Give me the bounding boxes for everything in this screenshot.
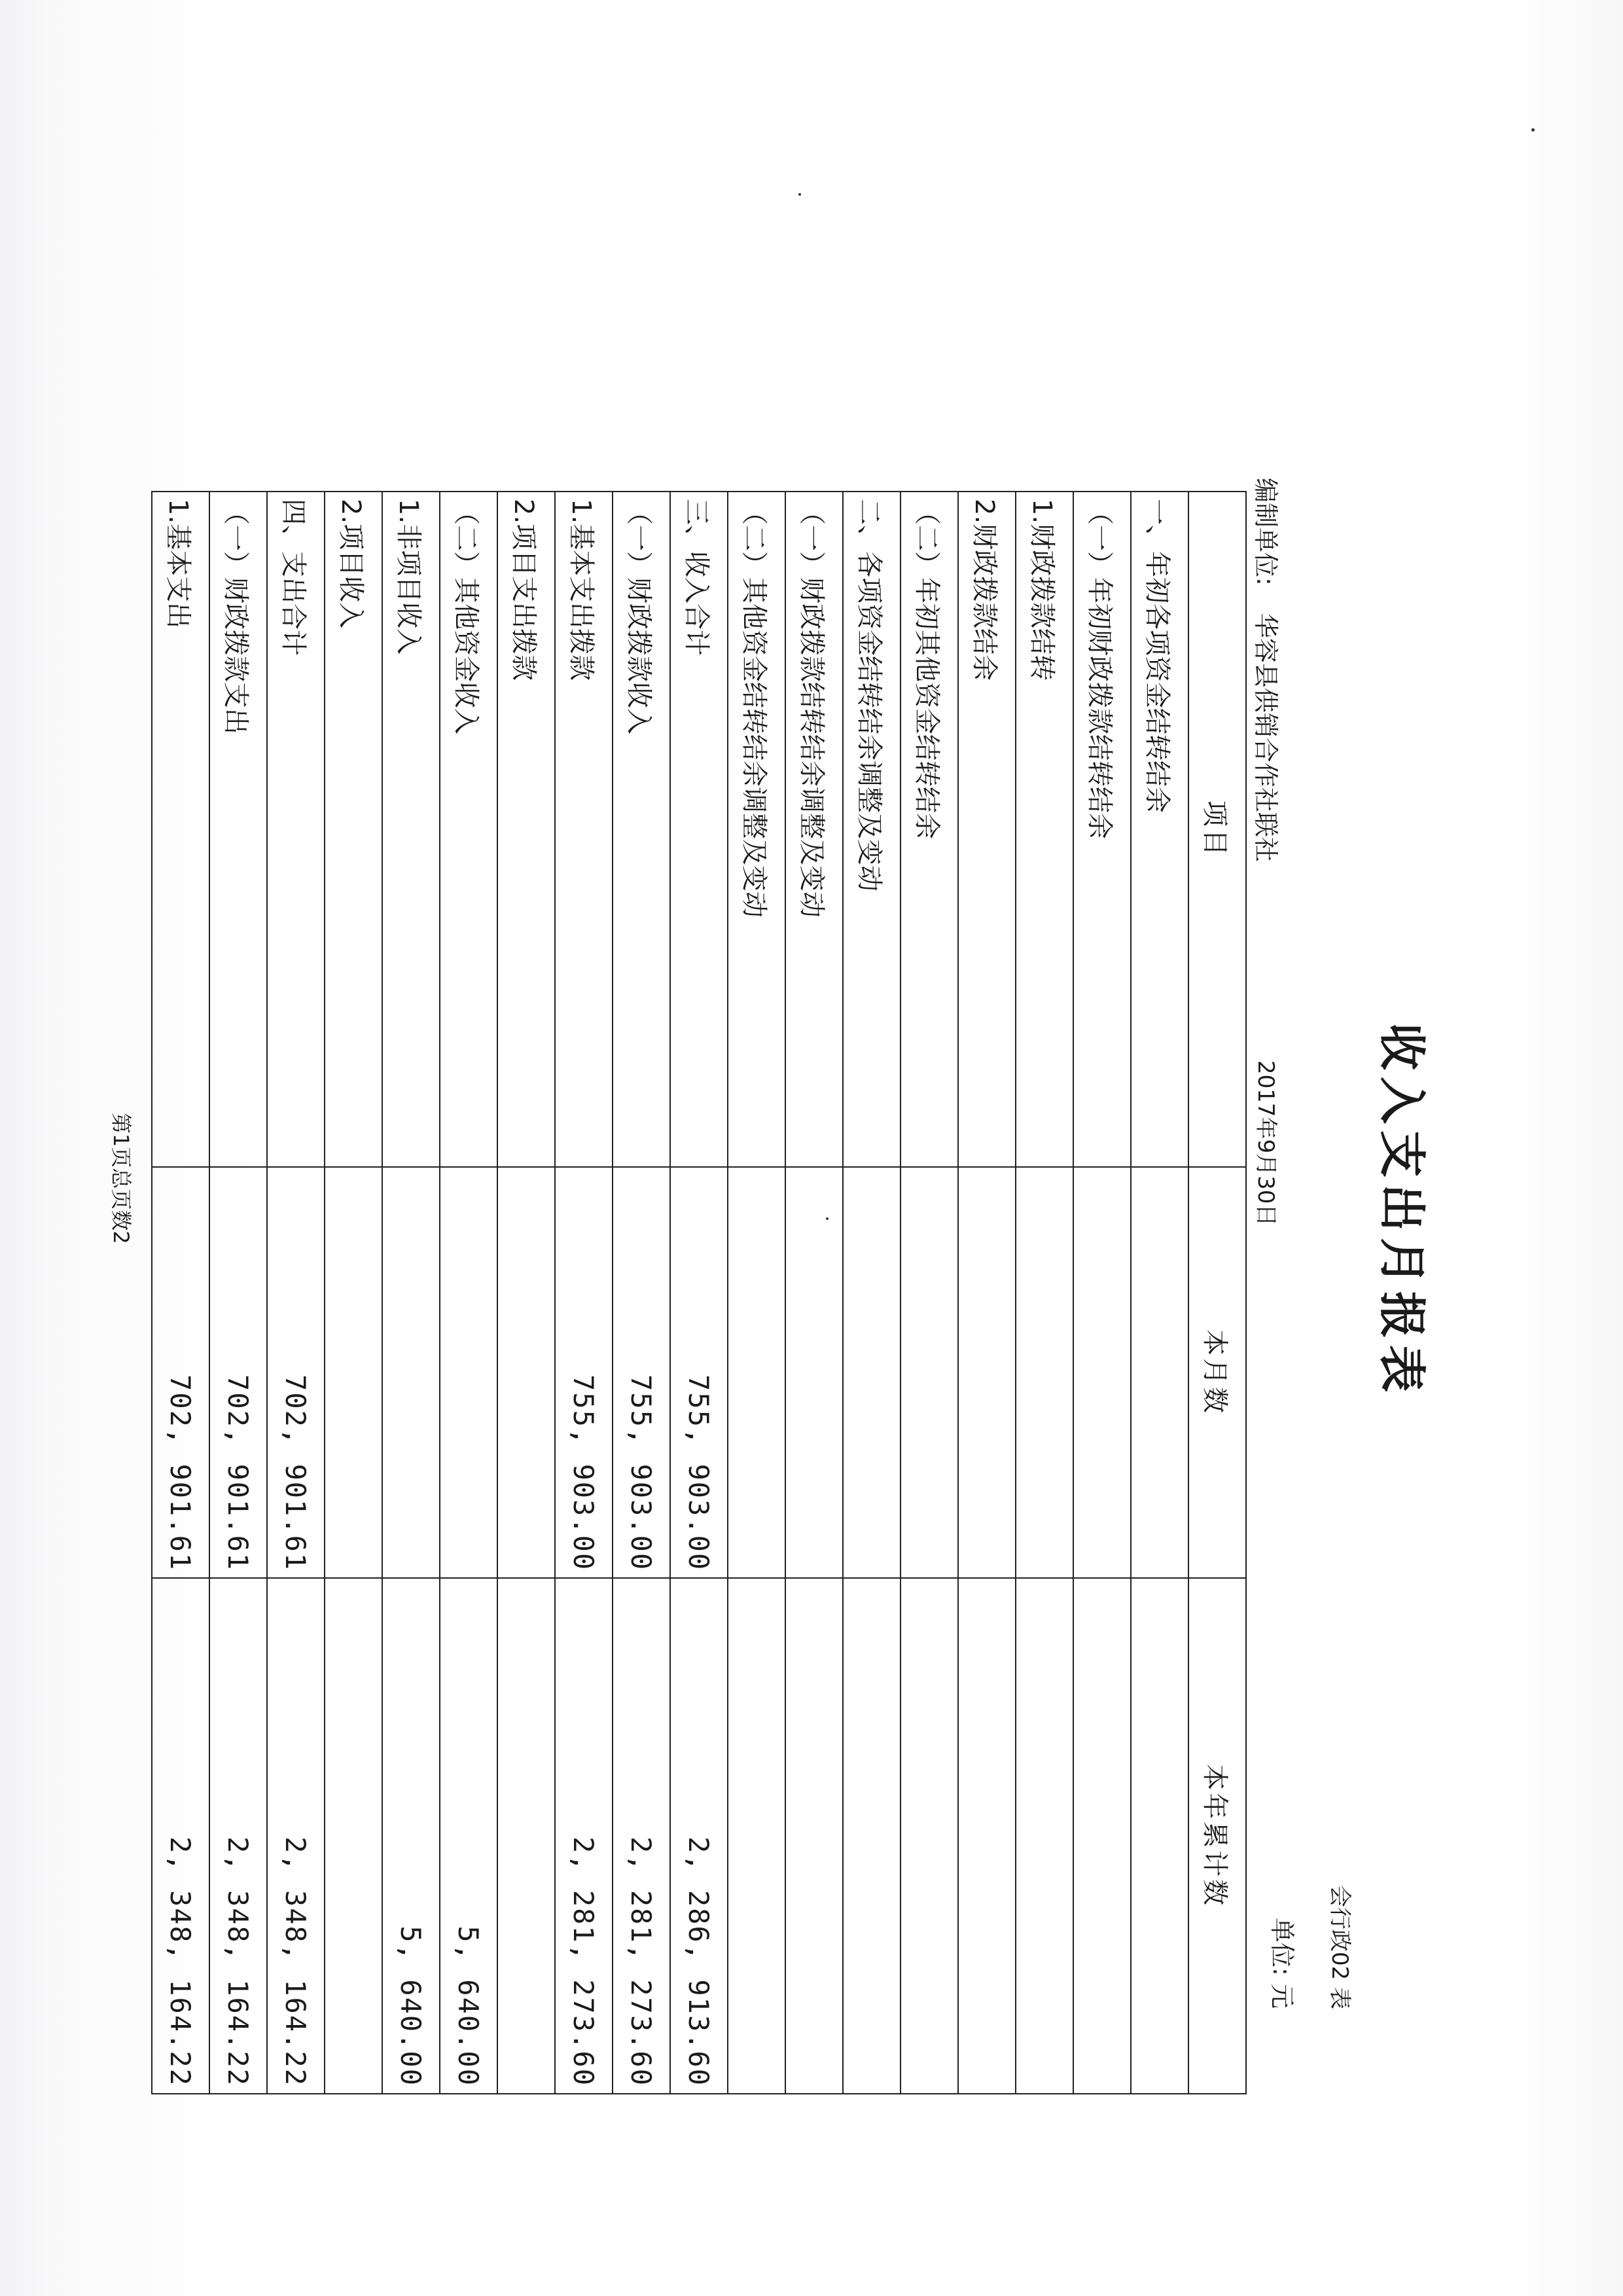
ytd-value-cell: 2, 348, 164.22: [267, 1578, 325, 2094]
currency-unit: 单位: 元: [1268, 1918, 1296, 2009]
month-value-cell: [497, 1167, 555, 1578]
month-value-cell: [843, 1167, 901, 1578]
ytd-value-cell: [843, 1578, 901, 2094]
scan-speck: [1531, 128, 1535, 132]
month-value-cell: [901, 1167, 958, 1578]
table-row: [382, 492, 440, 2094]
form-code: 会行政02 表: [1327, 1885, 1353, 2010]
table-row: [613, 492, 670, 2094]
ytd-value-cell: 2, 348, 164.22: [152, 1578, 209, 2094]
table-row: [901, 492, 958, 2094]
table-row: [1073, 492, 1131, 2094]
month-value-cell: 755, 903.00: [555, 1167, 613, 1578]
month-value-cell: [728, 1167, 785, 1578]
ytd-value-cell: 2, 286, 913.60: [670, 1578, 728, 2094]
table-row: [670, 492, 728, 2094]
ytd-value-cell: 2, 281, 273.60: [613, 1578, 670, 2094]
item-cell: 1.财政拨款结转: [1016, 492, 1073, 1167]
ytd-value-cell: [1073, 1578, 1131, 2094]
month-value-cell: [440, 1167, 497, 1578]
table-row: [1016, 492, 1073, 2094]
item-cell: 1.基本支出: [152, 492, 209, 1167]
ytd-value-cell: [901, 1578, 958, 2094]
item-cell: 1.基本支出拨款: [555, 492, 613, 1167]
page-footer: 第1页总页数2: [109, 1113, 134, 1244]
month-value-cell: 702, 901.61: [152, 1167, 209, 1578]
rotated-report: [92, 98, 1466, 2127]
item-cell: 1.非项目收入: [382, 492, 440, 1167]
month-value-cell: 702, 901.61: [209, 1167, 267, 1578]
item-cell: （一）财政拨款结转结余调整及变动: [785, 492, 843, 1167]
month-value-cell: [958, 1167, 1016, 1578]
table-header-row: [1188, 492, 1246, 2094]
ytd-value-cell: 2, 348, 164.22: [209, 1578, 267, 2094]
month-value-cell: [1073, 1167, 1131, 1578]
table-row: [497, 492, 555, 2094]
ytd-value-cell: [1016, 1578, 1073, 2094]
table-row: [440, 492, 497, 2094]
item-cell: （一）年初财政拨款结转结余: [1073, 492, 1131, 1167]
item-cell: 2.项目收入: [325, 492, 382, 1167]
month-value-cell: 702, 901.61: [267, 1167, 325, 1578]
item-cell: （一）财政拨款支出: [209, 492, 267, 1167]
table-row: [209, 492, 267, 2094]
ytd-value-cell: 5, 640.00: [440, 1578, 497, 2094]
ytd-value-cell: [497, 1578, 555, 2094]
item-cell: 四、支出合计: [267, 492, 325, 1167]
item-cell: 一、年初各项资金结转结余: [1131, 492, 1188, 1167]
ytd-value-cell: [958, 1578, 1016, 2094]
item-cell: 三、收入合计: [670, 492, 728, 1167]
table-body: [152, 492, 1188, 2094]
item-cell: 二、各项资金结转结余调整及变动: [843, 492, 901, 1167]
ytd-value-cell: [1131, 1578, 1188, 2094]
item-cell: （二）其他资金结转结余调整及变动: [728, 492, 785, 1167]
table-row: [152, 492, 209, 2094]
table-row: [267, 492, 325, 2094]
table-row: [555, 492, 613, 2094]
month-value-cell: [1016, 1167, 1073, 1578]
item-cell: （一）财政拨款收入: [613, 492, 670, 1167]
ytd-value-cell: 5, 640.00: [382, 1578, 440, 2094]
table-row: [1131, 492, 1188, 2094]
report-title: 收入支出月报表: [1374, 1022, 1429, 1399]
report-date: 2017年9月30日: [1253, 1060, 1279, 1227]
table-row: [958, 492, 1016, 2094]
month-value-cell: 755, 903.00: [613, 1167, 670, 1578]
month-value-cell: [325, 1167, 382, 1578]
header-month: 本月数: [1188, 1167, 1246, 1578]
organization-line: [1250, 478, 1286, 862]
ytd-value-cell: [785, 1578, 843, 2094]
header-item: 项目: [1188, 492, 1246, 1167]
month-value-cell: [382, 1167, 440, 1578]
table-row: [728, 492, 785, 2094]
organization-name: 华容县供销合作社联社: [1251, 613, 1280, 862]
header-ytd: 本年累计数: [1188, 1578, 1246, 2094]
table-row: [843, 492, 901, 2094]
table-row: [325, 492, 382, 2094]
item-cell: （二）其他资金收入: [440, 492, 497, 1167]
month-value-cell: [1131, 1167, 1188, 1578]
item-cell: （二）年初其他资金结转结余: [901, 492, 958, 1167]
ytd-value-cell: [325, 1578, 382, 2094]
organization-label: 编制单位:: [1251, 478, 1280, 586]
ytd-value-cell: 2, 281, 273.60: [555, 1578, 613, 2094]
income-expense-table: [151, 491, 1247, 2094]
item-cell: 2.财政拨款结余: [958, 492, 1016, 1167]
month-value-cell: 755, 903.00: [670, 1167, 728, 1578]
ytd-value-cell: [728, 1578, 785, 2094]
item-cell: 2.项目支出拨款: [497, 492, 555, 1167]
month-value-cell: [785, 1167, 843, 1578]
table-row: [785, 492, 843, 2094]
